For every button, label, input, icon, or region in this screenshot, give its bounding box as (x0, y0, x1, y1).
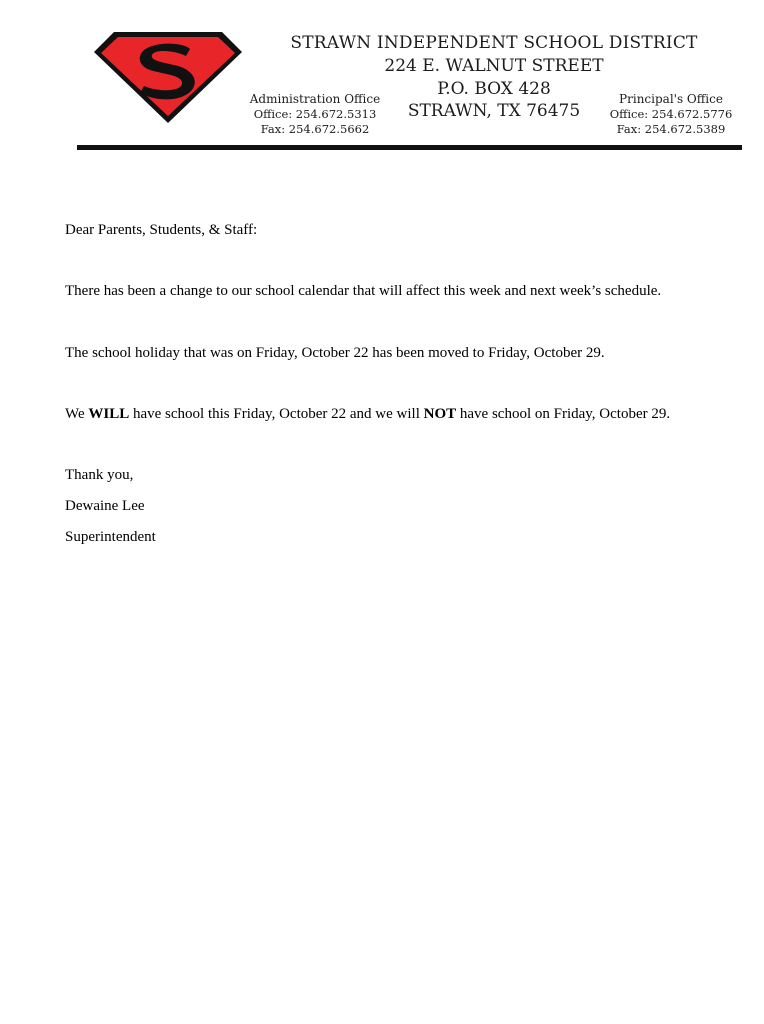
admin-office-block (248, 92, 382, 137)
signer-title: Superintendent (65, 529, 156, 545)
admin-office-fax: Fax: 254.672.5662 (260, 122, 370, 136)
greeting: Dear Parents, Students, & Staff: (65, 222, 258, 238)
admin-office-title: Administration Office (249, 92, 381, 106)
principal-office-phone: Office: 254.672.5776 (609, 107, 733, 121)
paragraph-holiday-moved: The school holiday that was on Friday, October 22 has been moved to Friday, October 29. (65, 345, 605, 361)
schedule-text-1: We (65, 406, 89, 422)
emphasis-will: WILL (88, 406, 130, 422)
district-name: STRAWN INDEPENDENT SCHOOL DISTRICT (290, 33, 698, 53)
admin-office-phone: Office: 254.672.5313 (253, 107, 377, 121)
signer-name: Dewaine Lee (65, 498, 145, 514)
principal-office-fax: Fax: 254.672.5389 (616, 122, 726, 136)
emphasis-not: NOT (423, 406, 457, 422)
po-box: P.O. BOX 428 (437, 79, 551, 99)
paragraph-school-schedule (65, 404, 670, 424)
street-address: 224 E. WALNUT STREET (384, 56, 604, 76)
schedule-text-3: have school on Friday, October 29. (456, 406, 671, 422)
superman-shield-logo (92, 30, 244, 125)
city-state-zip: STRAWN, TX 76475 (407, 101, 581, 121)
paragraph-calendar-change: There has been a change to our school calendar that will affect this week and next week’s schedule. (65, 283, 662, 299)
principal-office-block (602, 92, 740, 137)
schedule-text-2: have school this Friday, October 22 and we will (129, 406, 424, 422)
principal-office-title: Principal's Office (619, 92, 723, 106)
letterhead-divider (77, 145, 742, 150)
closing: Thank you, (65, 467, 134, 483)
